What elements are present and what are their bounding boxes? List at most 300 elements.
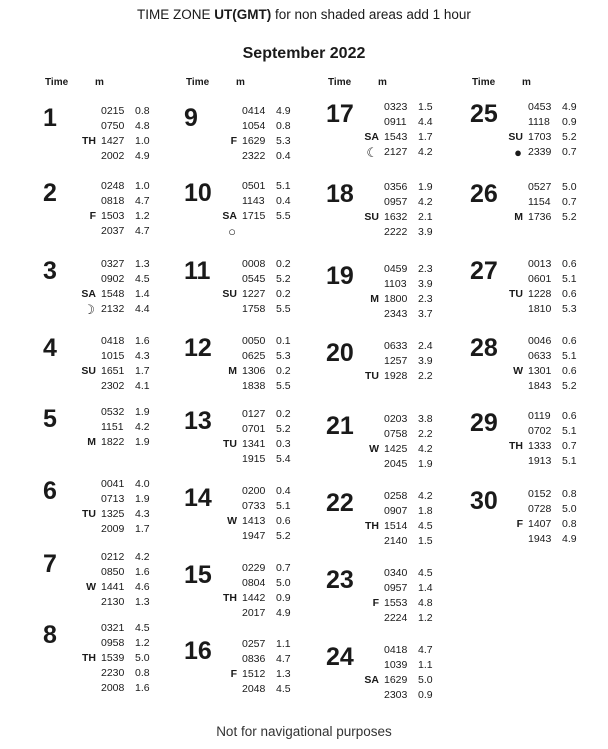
tide-height: 4.5: [418, 520, 433, 532]
tide-time: 1441: [101, 581, 125, 593]
tide-time: 0119: [528, 410, 551, 422]
day-number: 22: [326, 489, 354, 517]
tide-column: [43, 77, 183, 697]
day-number: 10: [184, 179, 212, 207]
day-number: 8: [43, 621, 57, 649]
tide-time: 1039: [384, 659, 408, 671]
tide-time: 0127: [242, 408, 266, 420]
tide-time: 1333: [528, 440, 552, 452]
day-number: 11: [184, 257, 211, 285]
day-number: 15: [184, 561, 212, 589]
tide-day: [184, 407, 306, 467]
tide-time: 2339: [528, 146, 552, 158]
tide-height: 1.2: [135, 210, 150, 222]
tide-height: 4.9: [135, 150, 150, 162]
tide-time: 0625: [242, 350, 266, 362]
tide-height: 0.6: [562, 288, 577, 300]
tide-day: [326, 262, 448, 322]
tide-time: 0215: [101, 105, 125, 117]
metres-header: m: [236, 77, 245, 88]
tide-height: 4.7: [276, 653, 291, 665]
tide-height: 4.7: [418, 644, 433, 656]
tide-time: 1054: [242, 120, 266, 132]
tide-time: 2322: [242, 150, 266, 162]
tide-height: 5.5: [276, 210, 291, 222]
tide-time: 1843: [528, 380, 552, 392]
tide-time: 1425: [384, 443, 408, 455]
tide-time: 1822: [101, 436, 125, 448]
moon-phase-icon: ○: [228, 224, 236, 239]
tide-height: 0.7: [276, 562, 291, 574]
day-number: 18: [326, 180, 354, 208]
tide-time: 0907: [384, 505, 408, 517]
tide-height: 4.3: [135, 508, 150, 520]
day-number: 2: [43, 179, 57, 207]
day-of-week: W: [513, 365, 523, 377]
tide-time: 2045: [384, 458, 408, 470]
tide-time: 2017: [242, 607, 266, 619]
tide-time: 1512: [242, 668, 266, 680]
tide-time: 1810: [528, 303, 552, 315]
tide-time: 1800: [384, 293, 408, 305]
tide-time: 2009: [101, 523, 125, 535]
tide-time: 1015: [101, 350, 125, 362]
tide-height: 1.7: [135, 523, 150, 535]
tide-time: 0532: [101, 406, 125, 418]
day-of-week: SA: [364, 131, 379, 143]
day-number: 26: [470, 180, 498, 208]
day-of-week: TH: [365, 520, 379, 532]
day-of-week: F: [516, 518, 523, 530]
column-header: [43, 77, 183, 97]
tide-time: 0902: [101, 273, 125, 285]
day-of-week: M: [228, 365, 237, 377]
tide-height: 5.0: [562, 503, 577, 515]
tide-time: 0733: [242, 500, 266, 512]
tide-time: 0957: [384, 196, 408, 208]
column-header: [184, 77, 324, 97]
tide-time: 0713: [101, 493, 125, 505]
tide-height: 5.5: [276, 303, 291, 315]
day-number: 27: [470, 257, 498, 285]
tide-day: [470, 487, 592, 547]
day-number: 29: [470, 409, 498, 437]
day-of-week: M: [514, 211, 523, 223]
tide-time: 0257: [242, 638, 266, 650]
tide-height: 5.3: [276, 350, 291, 362]
tide-height: 4.2: [418, 490, 433, 502]
day-of-week: TU: [365, 370, 379, 382]
day-of-week: F: [230, 135, 237, 147]
tide-height: 4.0: [135, 478, 150, 490]
day-number: 6: [43, 477, 57, 505]
tide-day: [43, 621, 165, 696]
tide-height: 0.4: [276, 195, 291, 207]
tide-time: 0340: [384, 567, 408, 579]
tide-height: 1.3: [276, 668, 291, 680]
tide-height: 5.5: [276, 380, 291, 392]
tide-time: 1413: [242, 515, 266, 527]
tide-day: [184, 637, 306, 697]
tide-height: 0.3: [276, 438, 291, 450]
tide-height: 3.8: [418, 413, 433, 425]
day-number: 30: [470, 487, 498, 515]
day-of-week: SU: [508, 131, 523, 143]
tide-time: 1227: [242, 288, 266, 300]
tide-height: 4.1: [135, 380, 150, 392]
tide-time: 1154: [528, 196, 551, 208]
tide-time: 0212: [101, 551, 125, 563]
tide-height: 5.1: [562, 425, 577, 437]
tide-height: 1.3: [135, 258, 150, 270]
tide-height: 0.2: [276, 408, 291, 420]
tide-height: 5.1: [562, 273, 577, 285]
tide-height: 4.2: [418, 196, 433, 208]
day-number: 13: [184, 407, 212, 435]
tide-height: 5.0: [418, 674, 433, 686]
tide-day: [43, 104, 165, 164]
tide-height: 0.8: [135, 105, 150, 117]
tide-day: [470, 257, 592, 317]
moon-phase-icon: ☾: [366, 145, 378, 160]
tide-height: 4.2: [418, 443, 433, 455]
column-header: [326, 77, 466, 97]
tide-height: 5.2: [276, 273, 291, 285]
tide-day: [326, 643, 448, 703]
tide-time: 2130: [101, 596, 125, 608]
tide-time: 2048: [242, 683, 266, 695]
tide-day: [184, 104, 306, 164]
tide-height: 1.3: [135, 596, 150, 608]
tide-height: 1.8: [418, 505, 433, 517]
tide-day: [326, 489, 448, 549]
tide-day: [184, 484, 306, 544]
tide-time: 0958: [101, 637, 125, 649]
tide-height: 5.0: [562, 181, 577, 193]
day-of-week: TH: [82, 652, 96, 664]
tide-time: 0013: [528, 258, 552, 270]
column-header: [470, 77, 608, 97]
tide-time: 1736: [528, 211, 552, 223]
day-number: 1: [43, 104, 57, 132]
tide-height: 4.7: [135, 225, 150, 237]
tide-height: 0.2: [276, 288, 291, 300]
tide-height: 3.9: [418, 355, 433, 367]
tide-height: 0.6: [562, 410, 577, 422]
tide-height: 1.9: [135, 406, 150, 418]
time-zone-header: [0, 7, 608, 22]
tide-time: 1543: [384, 131, 408, 143]
tide-time: 1553: [384, 597, 408, 609]
tide-time: 0418: [384, 644, 408, 656]
day-of-week: F: [230, 668, 237, 680]
tide-height: 4.4: [418, 116, 433, 128]
day-number: 16: [184, 637, 212, 665]
tide-time: 0414: [242, 105, 266, 117]
tide-height: 2.3: [418, 293, 433, 305]
tide-time: 1943: [528, 533, 552, 545]
tide-time: 0750: [101, 120, 125, 132]
tide-time: 1257: [384, 355, 408, 367]
tide-time: 0327: [101, 258, 125, 270]
tide-time: 0459: [384, 263, 408, 275]
tide-height: 0.7: [562, 440, 577, 452]
day-of-week: TU: [82, 508, 96, 520]
tide-height: 1.0: [135, 135, 150, 147]
day-of-week: SA: [81, 288, 96, 300]
day-of-week: SU: [81, 365, 96, 377]
tide-day: [184, 257, 306, 317]
day-number: 5: [43, 405, 57, 433]
tide-time: 0203: [384, 413, 408, 425]
tide-time: 0453: [528, 101, 552, 113]
time-zone-prefix: TIME ZONE: [137, 7, 215, 22]
day-of-week: SU: [222, 288, 237, 300]
tide-time: 1503: [101, 210, 125, 222]
tide-time: 2302: [101, 380, 125, 392]
day-of-week: TU: [509, 288, 523, 300]
tide-time: 2303: [384, 689, 408, 701]
tide-time: 0356: [384, 181, 408, 193]
tide-time: 1928: [384, 370, 408, 382]
day-number: 17: [326, 100, 354, 128]
tide-time: 0804: [242, 577, 266, 589]
tide-height: 4.5: [135, 622, 150, 634]
day-number: 4: [43, 334, 57, 362]
tide-time: 1143: [242, 195, 265, 207]
tide-time: 0152: [528, 488, 552, 500]
tide-time: 2008: [101, 682, 125, 694]
tide-day: [43, 550, 165, 610]
tide-height: 2.4: [418, 340, 433, 352]
tide-height: 5.0: [135, 652, 150, 664]
tide-height: 1.2: [135, 637, 150, 649]
time-header: Time: [45, 77, 69, 88]
tide-time: 0501: [242, 180, 266, 192]
tide-height: 0.6: [562, 365, 577, 377]
tide-time: 1758: [242, 303, 266, 315]
moon-phase-icon: ●: [514, 145, 522, 160]
tide-height: 0.8: [276, 120, 291, 132]
tide-height: 5.1: [276, 500, 291, 512]
tide-height: 0.8: [135, 667, 150, 679]
tide-column: [184, 77, 324, 697]
tide-height: 4.4: [135, 303, 150, 315]
day-of-week: SA: [364, 674, 379, 686]
tide-height: 5.2: [562, 211, 577, 223]
tide-time: 0041: [101, 478, 125, 490]
tide-time: 1228: [528, 288, 552, 300]
tide-time: 1838: [242, 380, 266, 392]
day-number: 20: [326, 339, 354, 367]
tide-day: [470, 334, 592, 394]
tide-time: 1118: [528, 116, 550, 128]
tide-time: 0008: [242, 258, 266, 270]
tide-time: 0323: [384, 101, 408, 113]
tide-height: 0.8: [562, 488, 577, 500]
tide-time: 1539: [101, 652, 125, 664]
time-header: Time: [186, 77, 210, 88]
tide-time: 2037: [101, 225, 125, 237]
tide-time: 1514: [384, 520, 408, 532]
tide-time: 1151: [101, 421, 124, 433]
tide-day: [43, 405, 165, 450]
tide-time: 0701: [242, 423, 266, 435]
tide-height: 5.4: [276, 453, 291, 465]
tide-time: 1442: [242, 592, 266, 604]
day-number: 21: [326, 412, 354, 440]
tide-height: 5.2: [562, 380, 577, 392]
day-of-week: SU: [364, 211, 379, 223]
tide-height: 3.7: [418, 308, 433, 320]
tide-time: 0046: [528, 335, 552, 347]
tide-time: 0702: [528, 425, 552, 437]
tide-time: 0321: [101, 622, 125, 634]
tide-time: 0545: [242, 273, 266, 285]
tide-time: 2002: [101, 150, 125, 162]
metres-header: m: [95, 77, 104, 88]
tide-time: 1651: [101, 365, 125, 377]
tide-height: 0.7: [562, 196, 577, 208]
tide-day: [470, 180, 592, 225]
tide-column: [470, 77, 608, 697]
tide-height: 5.0: [276, 577, 291, 589]
tide-time: 1301: [528, 365, 552, 377]
tide-height: 4.6: [135, 581, 150, 593]
day-of-week: W: [227, 515, 237, 527]
tide-height: 1.9: [418, 458, 433, 470]
tide-day: [43, 334, 165, 394]
tide-time: 1306: [242, 365, 266, 377]
tide-column: [326, 77, 466, 701]
day-number: 3: [43, 257, 57, 285]
tide-time: 0418: [101, 335, 125, 347]
tide-time: 1325: [101, 508, 125, 520]
tide-height: 5.2: [562, 131, 577, 143]
day-number: 7: [43, 550, 57, 578]
tide-height: 4.7: [135, 195, 150, 207]
tide-time: 1947: [242, 530, 266, 542]
day-number: 12: [184, 334, 212, 362]
tide-height: 5.2: [276, 423, 291, 435]
tide-day: [326, 180, 448, 240]
tide-height: 2.1: [418, 211, 433, 223]
tide-height: 1.6: [135, 566, 150, 578]
tide-time: 0957: [384, 582, 408, 594]
tide-height: 0.2: [276, 365, 291, 377]
tide-height: 4.9: [562, 533, 577, 545]
tide-height: 4.9: [276, 105, 291, 117]
tide-time: 0229: [242, 562, 266, 574]
tide-height: 1.0: [135, 180, 150, 192]
tide-height: 0.4: [276, 150, 291, 162]
tide-height: 4.5: [418, 567, 433, 579]
tide-time: 2343: [384, 308, 408, 320]
day-number: 28: [470, 334, 498, 362]
day-of-week: SA: [222, 210, 237, 222]
tide-time: 0050: [242, 335, 266, 347]
tide-day: [43, 257, 165, 317]
tide-time: 1427: [101, 135, 125, 147]
time-zone-name: UT(GMT): [214, 7, 272, 22]
day-number: 25: [470, 100, 498, 128]
tide-height: 1.7: [135, 365, 150, 377]
tide-height: 2.2: [418, 428, 433, 440]
tide-time: 1407: [528, 518, 552, 530]
tide-height: 1.1: [418, 659, 433, 671]
tide-height: 5.1: [562, 455, 577, 467]
time-zone-note: for non shaded areas add 1 hour: [271, 7, 471, 22]
tide-time: 0633: [384, 340, 408, 352]
tide-height: 1.9: [135, 436, 150, 448]
tide-day: [184, 561, 306, 621]
tide-height: 4.2: [135, 551, 150, 563]
tide-time: 1629: [242, 135, 266, 147]
tide-height: 4.8: [135, 120, 150, 132]
tide-height: 5.3: [562, 303, 577, 315]
tide-time: 0200: [242, 485, 266, 497]
tide-time: 0728: [528, 503, 552, 515]
tide-day: [184, 334, 306, 394]
tide-time: 0633: [528, 350, 552, 362]
tide-height: 0.7: [562, 146, 577, 158]
tide-height: 0.4: [276, 485, 291, 497]
day-of-week: W: [86, 581, 96, 593]
tide-time: 2224: [384, 612, 408, 624]
tide-time: 0818: [101, 195, 125, 207]
tide-time: 0911: [384, 116, 407, 128]
tide-height: 4.2: [135, 421, 150, 433]
month-title: September 2022: [242, 45, 366, 62]
tide-height: 0.9: [562, 116, 577, 128]
tide-time: 2127: [384, 146, 408, 158]
tide-height: 4.9: [276, 607, 291, 619]
tide-time: 0248: [101, 180, 125, 192]
tide-height: 1.2: [418, 612, 433, 624]
tide-time: 0258: [384, 490, 408, 502]
day-number: 19: [326, 262, 354, 290]
tide-time: 0601: [528, 273, 552, 285]
tide-height: 0.6: [562, 258, 577, 270]
tide-time: 1913: [528, 455, 552, 467]
tide-height: 1.5: [418, 535, 433, 547]
tide-height: 4.8: [418, 597, 433, 609]
day-of-week: TH: [509, 440, 523, 452]
tide-height: 1.7: [418, 131, 433, 143]
tide-height: 1.5: [418, 101, 433, 113]
day-of-week: W: [369, 443, 379, 455]
tide-time: 1629: [384, 674, 408, 686]
day-number: 9: [184, 104, 198, 132]
tide-height: 5.1: [562, 350, 577, 362]
tide-time: 1103: [384, 278, 407, 290]
tide-time: 1703: [528, 131, 552, 143]
day-of-week: F: [89, 210, 96, 222]
tide-height: 2.2: [418, 370, 433, 382]
tide-height: 3.9: [418, 278, 433, 290]
tide-time: 2132: [101, 303, 125, 315]
tide-day: [470, 100, 592, 160]
time-header: Time: [328, 77, 352, 88]
tide-day: [470, 409, 592, 469]
tide-height: 1.9: [418, 181, 433, 193]
day-number: 14: [184, 484, 212, 512]
tide-height: 1.6: [135, 335, 150, 347]
day-of-week: M: [87, 436, 96, 448]
time-header: Time: [472, 77, 496, 88]
tide-time: 0850: [101, 566, 125, 578]
tide-day: [326, 566, 448, 626]
